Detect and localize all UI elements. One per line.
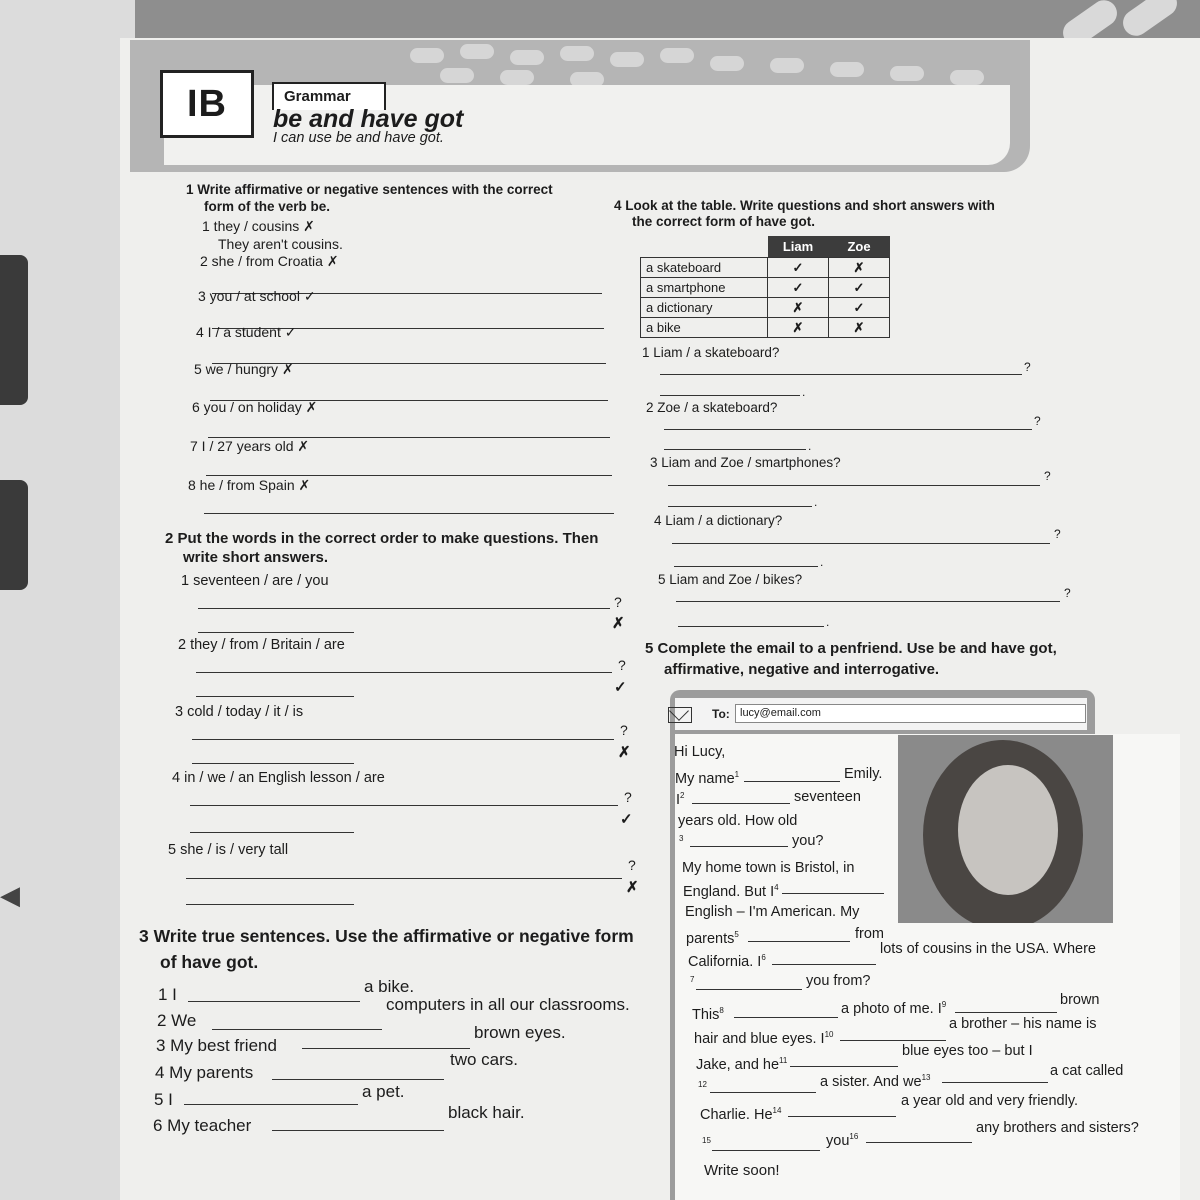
table-cell-item: a dictionary xyxy=(641,298,768,318)
email-text: from xyxy=(855,926,884,942)
full-stop: . xyxy=(808,439,812,453)
email-text: 3 xyxy=(679,834,684,843)
question-mark: ? xyxy=(624,789,632,805)
table-cell-zoe: ✓ xyxy=(829,298,890,318)
table-cell-item: a skateboard xyxy=(641,258,768,278)
ex3-item-end: computers in all our classrooms. xyxy=(386,995,630,1014)
table-cell-item: a smartphone xyxy=(641,278,768,298)
gap-line[interactable] xyxy=(942,1082,1048,1083)
ex1-item: 4 I / a student ✓ xyxy=(196,324,297,340)
answer-line[interactable] xyxy=(676,601,1060,602)
gap-line[interactable] xyxy=(840,1040,946,1041)
email-text: English – I'm American. My xyxy=(685,904,860,920)
short-answer-line[interactable] xyxy=(190,832,354,833)
ex3-item-start: 5 I xyxy=(154,1090,173,1109)
gap-line[interactable] xyxy=(790,1066,898,1067)
short-answer-line[interactable] xyxy=(186,904,354,905)
ex1-item: 5 we / hungry ✗ xyxy=(194,361,294,377)
ex2-item: 4 in / we / an English lesson / are xyxy=(172,770,385,786)
email-text: seventeen xyxy=(794,789,861,805)
ex2-item: 1 seventeen / are / you xyxy=(181,573,329,589)
table-header-zoe: Zoe xyxy=(829,236,890,258)
table-cell-liam: ✓ xyxy=(768,258,829,278)
gap-line[interactable] xyxy=(696,989,802,990)
tick-mark: ✓ xyxy=(620,811,633,828)
short-answer-line[interactable] xyxy=(668,506,812,507)
ex5-title: affirmative, negative and interrogative. xyxy=(664,661,940,678)
ex2-title: 2 Put the words in the correct order to make questions. Then xyxy=(165,530,599,547)
table-cell-zoe: ✓ xyxy=(829,278,890,298)
ex3-item-start: 3 My best friend xyxy=(156,1036,277,1055)
ex3-item-start: 2 We xyxy=(157,1011,197,1030)
email-text: Emily. xyxy=(844,766,883,782)
left-page xyxy=(0,0,135,1200)
answer-line[interactable] xyxy=(190,805,618,806)
ex1-item: 6 you / on holiday ✗ xyxy=(192,399,318,415)
gap-line[interactable] xyxy=(712,1150,820,1151)
answer-line[interactable] xyxy=(204,513,614,514)
ex2-item: 2 they / from / Britain / are xyxy=(178,637,345,653)
ex1-title: form of the verb be. xyxy=(204,199,331,214)
short-answer-line[interactable] xyxy=(196,696,354,697)
question-mark: ? xyxy=(1034,414,1041,428)
ex4-item: 2 Zoe / a skateboard? xyxy=(646,400,778,415)
answer-line[interactable] xyxy=(668,485,1040,486)
ex1-example: They aren't cousins. xyxy=(218,236,343,252)
answer-line[interactable] xyxy=(664,429,1032,430)
gap-line[interactable] xyxy=(710,1092,816,1093)
gap-line[interactable] xyxy=(734,1017,838,1018)
table-cell-liam: ✗ xyxy=(768,318,829,338)
ex5-title: 5 Complete the email to a penfriend. Use be and have got, xyxy=(645,640,1057,657)
full-stop: . xyxy=(802,385,806,399)
ex1-item: 7 I / 27 years old ✗ xyxy=(190,438,310,454)
cross-mark: ✗ xyxy=(618,744,631,761)
cross-mark: ✗ xyxy=(612,615,625,632)
email-text: My home town is Bristol, in xyxy=(682,860,855,876)
ex4-title: the correct form of have got. xyxy=(632,214,816,229)
answer-line[interactable] xyxy=(272,1079,444,1080)
answer-line[interactable] xyxy=(272,1130,444,1131)
question-mark: ? xyxy=(614,594,622,610)
answer-line[interactable] xyxy=(660,374,1022,375)
email-text: lots of cousins in the USA. Where xyxy=(880,941,1096,957)
table-row xyxy=(641,258,890,278)
ex3-item-start: 1 I xyxy=(158,985,177,1004)
table-cell-zoe: ✗ xyxy=(829,318,890,338)
answer-line[interactable] xyxy=(186,878,622,879)
have-got-table xyxy=(640,236,890,338)
email-text: blue eyes too – but I xyxy=(902,1043,1033,1059)
email-text: Jake, and $he^{11}$ xyxy=(696,1056,788,1073)
ex3-item-end: two cars. xyxy=(450,1050,519,1069)
gap-line[interactable] xyxy=(744,781,840,782)
email-text: you? xyxy=(792,833,824,849)
short-answer-line[interactable] xyxy=(192,763,354,764)
email-text: $I^2$ xyxy=(676,791,685,808)
table-row xyxy=(641,318,890,338)
answer-line[interactable] xyxy=(212,1029,382,1030)
question-mark: ? xyxy=(618,657,626,673)
short-answer-line[interactable] xyxy=(660,395,800,396)
email-signoff: Write soon! xyxy=(704,1162,780,1179)
email-text: a sister. And $we^{13}$ xyxy=(820,1073,931,1090)
ex3-item-end: black hair. xyxy=(448,1103,525,1122)
question-mark: ? xyxy=(620,722,628,738)
question-mark: ? xyxy=(1024,360,1031,374)
ex2-title: write short answers. xyxy=(183,549,329,566)
ex4-item: 3 Liam and Zoe / smartphones? xyxy=(650,455,841,470)
gap-line[interactable] xyxy=(782,893,884,894)
page-title: be and have got xyxy=(273,105,464,133)
gap-line[interactable] xyxy=(955,1012,1057,1013)
gap-line[interactable] xyxy=(788,1116,896,1117)
table-cell-liam: ✓ xyxy=(768,278,829,298)
ex3-title: of have got. xyxy=(160,952,259,972)
email-text: California. $I^6$ xyxy=(688,953,766,970)
to-field[interactable]: lucy@email.com xyxy=(735,704,1086,723)
gap-line[interactable] xyxy=(690,846,788,847)
answer-line[interactable] xyxy=(192,739,614,740)
full-stop: . xyxy=(814,495,818,509)
arrow-icon: ◀ xyxy=(0,880,20,910)
phone-image xyxy=(0,480,28,590)
ex3-item-end: a pet. xyxy=(362,1082,405,1101)
email-text: a year old and very friendly. xyxy=(901,1093,1079,1109)
short-answer-line[interactable] xyxy=(664,449,806,450)
ex1-item: 1 they / cousins ✗ xyxy=(202,218,315,234)
ex1-title: 1 Write affirmative or negative sentences with the correct xyxy=(186,182,553,197)
ex4-item: 4 Liam / a dictionary? xyxy=(654,513,783,528)
gap-line[interactable] xyxy=(866,1142,972,1143)
gap-line[interactable] xyxy=(748,941,850,942)
ex1-item: 8 he / from Spain ✗ xyxy=(188,477,311,493)
email-text: you from? xyxy=(806,973,871,989)
question-mark: ? xyxy=(1044,469,1051,483)
table-cell-zoe: ✗ xyxy=(829,258,890,278)
answer-line[interactable] xyxy=(206,475,612,476)
ex3-item-end: a bike. xyxy=(364,977,415,996)
question-mark: ? xyxy=(1054,527,1061,541)
to-label: To: xyxy=(712,707,730,721)
short-answer-line[interactable] xyxy=(674,566,818,567)
email-text: 15 xyxy=(702,1136,711,1145)
full-stop: . xyxy=(826,615,830,629)
gap-line[interactable] xyxy=(772,964,876,965)
email-text: brown xyxy=(1060,992,1100,1008)
cross-mark: ✗ xyxy=(626,879,639,896)
answer-line[interactable] xyxy=(196,672,612,673)
answer-line[interactable] xyxy=(302,1048,470,1049)
ex3-item-start: 4 My parents xyxy=(155,1063,254,1082)
answer-line[interactable] xyxy=(188,1001,360,1002)
answer-line[interactable] xyxy=(672,543,1050,544)
table-row xyxy=(641,278,890,298)
email-text: 7 xyxy=(690,975,695,984)
email-text: My name$^1$ xyxy=(675,770,740,787)
table-cell-item: a bike xyxy=(641,318,768,338)
ex2-item: 5 she / is / very tall xyxy=(168,842,289,858)
email-text: Charlie. He$^{14}$ xyxy=(700,1106,782,1123)
ex4-title: 4 Look at the table. Write questions and short answers with xyxy=(614,198,995,213)
table-cell-liam: ✗ xyxy=(768,298,829,318)
tick-mark: ✓ xyxy=(614,679,627,696)
email-text: hair and blue eyes. $I^{10}$ xyxy=(694,1030,834,1047)
ex3-item-start: 6 My teacher xyxy=(153,1116,252,1135)
email-text: 12 xyxy=(698,1080,707,1089)
email-text: parents$^5$ xyxy=(686,930,739,947)
email-text: This$^8$ xyxy=(692,1006,724,1023)
ex4-item: 5 Liam and Zoe / bikes? xyxy=(658,572,803,587)
full-stop: . xyxy=(820,555,824,569)
email-text: a cat called xyxy=(1050,1063,1124,1079)
ex4-item: 1 Liam / a skateboard? xyxy=(642,345,780,360)
email-text: England. But $I^4$ xyxy=(683,883,779,900)
email-text: a photo of me. $I^9$ xyxy=(841,1000,947,1017)
table-row xyxy=(641,298,890,318)
short-answer-line[interactable] xyxy=(198,632,354,633)
table-header-liam: Liam xyxy=(768,236,829,258)
answer-line[interactable] xyxy=(198,608,610,609)
ex1-item: 3 you / at school ✓ xyxy=(198,288,316,304)
email-text: Hi Lucy, xyxy=(674,744,726,760)
unit-badge: IB xyxy=(160,70,254,138)
email-text: a brother – his name is xyxy=(949,1016,1097,1032)
ex3-title: 3 Write true sentences. Use the affirmative or negative form xyxy=(139,926,634,946)
section-tab: Grammar xyxy=(272,82,386,110)
ex3-item-end: brown eyes. xyxy=(474,1023,566,1042)
envelope-icon xyxy=(668,707,692,723)
ex1-item: 2 she / from Croatia ✗ xyxy=(200,253,339,269)
penfriend-photo xyxy=(898,735,1113,923)
answer-line[interactable] xyxy=(184,1104,358,1105)
email-text: years old. How old xyxy=(678,813,798,829)
page-subtitle: I can use be and have got. xyxy=(273,130,444,146)
phone-image xyxy=(0,255,28,405)
ex2-item: 3 cold / today / it / is xyxy=(175,704,304,720)
email-text: you$^{16}$ xyxy=(826,1132,859,1149)
email-text: any brothers and sisters? xyxy=(976,1120,1139,1136)
gap-line[interactable] xyxy=(692,803,790,804)
question-mark: ? xyxy=(628,857,636,873)
question-mark: ? xyxy=(1064,586,1071,600)
short-answer-line[interactable] xyxy=(678,626,824,627)
